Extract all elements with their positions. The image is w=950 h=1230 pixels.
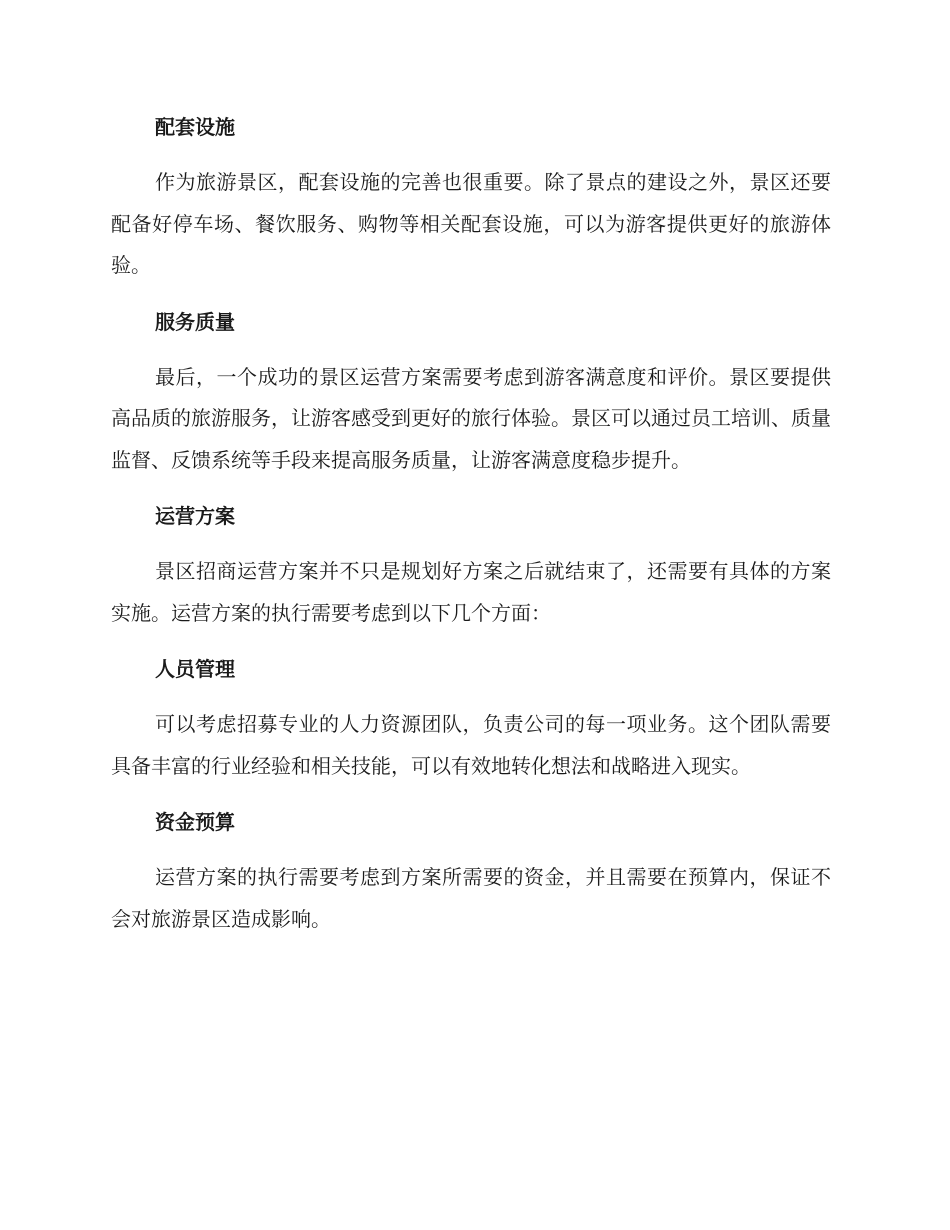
section-heading-facilities: 配套设施: [155, 115, 235, 139]
section-paragraph-service-quality: 最后，一个成功的景区运营方案需要考虑到游客满意度和评价。景区要提供高品质的旅游服务，让游客感受到更好的旅行体验。景区可以通过员工培训、质量监督、反馈系统等手段来提高服务质量，让游客满意度稳步提升。: [111, 364, 831, 472]
section-paragraph-operation-plan: 景区招商运营方案并不只是规划好方案之后就结束了，还需要有具体的方案实施。运营方案的执行需要考虑到以下几个方面：: [111, 559, 831, 625]
section-paragraph-facilities: 作为旅游景区，配套设施的完善也很重要。除了景点的建设之外，景区还要配备好停车场、餐饮服务、购物等相关配套设施，可以为游客提供更好的旅游体验。: [111, 170, 831, 277]
section-heading-service-quality: 服务质量: [155, 309, 235, 334]
section-heading-budget: 资金预算: [155, 810, 235, 834]
document-body: [111, 106, 831, 954]
section-heading-operation-plan: 运营方案: [155, 504, 235, 528]
section-paragraph-budget: 运营方案的执行需要考虑到方案所需要的资金，并且需要在预算内，保证不会对旅游景区造成影响。: [111, 865, 831, 931]
section-heading-personnel: 人员管理: [155, 657, 235, 681]
section-paragraph-personnel: 可以考虑招募专业的人力资源团队，负责公司的每一项业务。这个团队需要具备丰富的行业经验和相关技能，可以有效地转化想法和战略进入现实。: [111, 712, 831, 778]
